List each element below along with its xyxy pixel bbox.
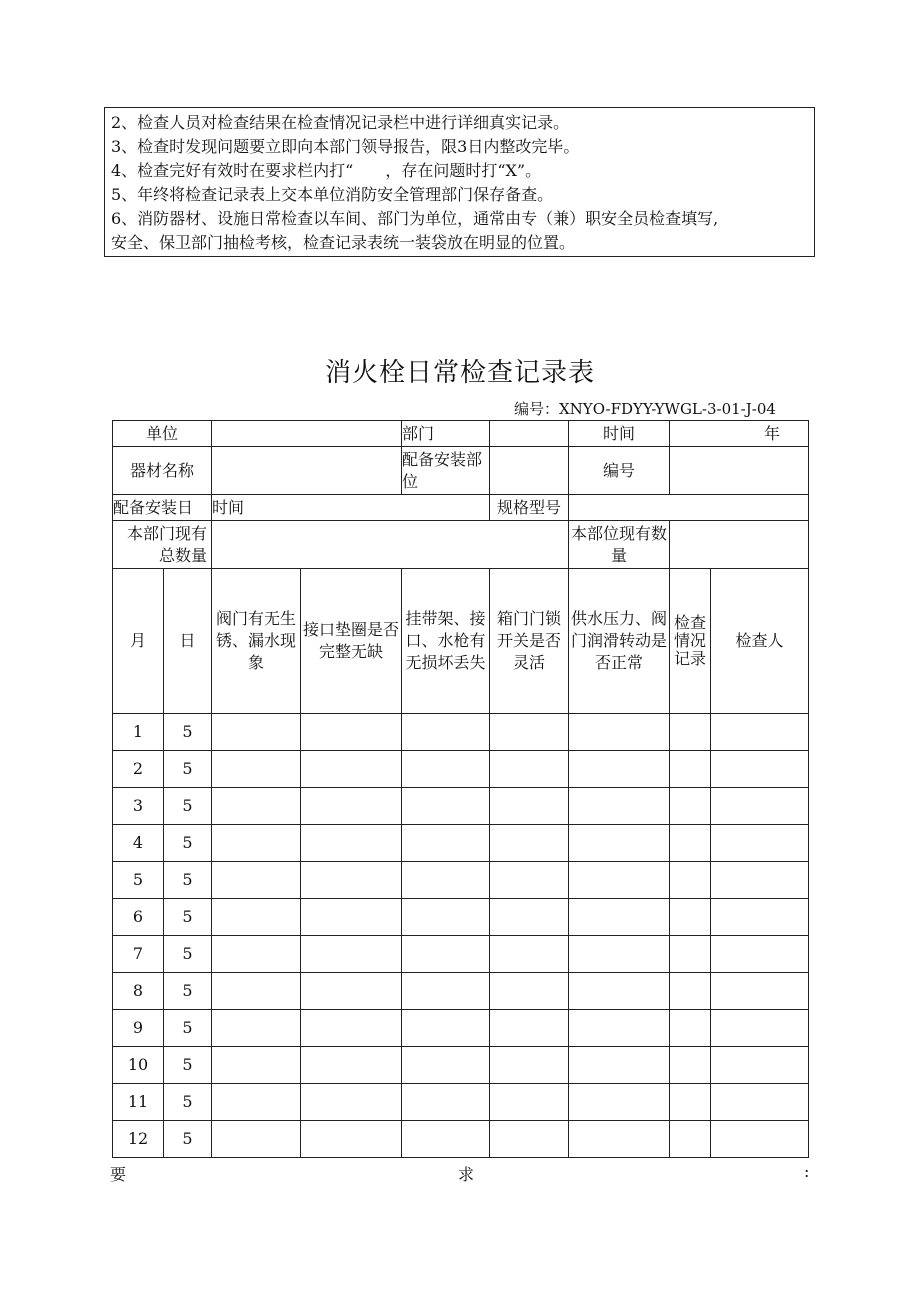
row-day: 5 bbox=[164, 751, 212, 788]
row-day: 5 bbox=[164, 1047, 212, 1084]
record-cell[interactable] bbox=[490, 936, 569, 973]
table-row bbox=[113, 714, 809, 751]
record-cell[interactable] bbox=[402, 788, 490, 825]
record-cell[interactable] bbox=[402, 1047, 490, 1084]
table-row bbox=[113, 899, 809, 936]
record-cell[interactable] bbox=[670, 788, 711, 825]
record-cell[interactable] bbox=[670, 1084, 711, 1121]
time-label: 时间 bbox=[569, 421, 670, 447]
row-month: 6 bbox=[113, 899, 164, 936]
record-cell[interactable] bbox=[569, 1010, 670, 1047]
table-row bbox=[113, 973, 809, 1010]
row-day: 5 bbox=[164, 936, 212, 973]
document-code: 编号：XNYO-FDYY-YWGL-3-01-J-04 bbox=[514, 400, 776, 418]
record-cell[interactable] bbox=[301, 788, 402, 825]
row-day: 5 bbox=[164, 714, 212, 751]
requirement-colon: : bbox=[804, 1162, 810, 1181]
record-cell[interactable] bbox=[711, 862, 809, 899]
record-cell[interactable] bbox=[301, 751, 402, 788]
record-cell[interactable] bbox=[670, 973, 711, 1010]
row-day: 5 bbox=[164, 973, 212, 1010]
record-cell[interactable] bbox=[212, 899, 301, 936]
record-cell[interactable] bbox=[490, 1121, 569, 1158]
spec-value[interactable] bbox=[569, 495, 809, 521]
dept-label: 部门 bbox=[402, 421, 490, 447]
record-cell[interactable] bbox=[301, 714, 402, 751]
record-cell[interactable] bbox=[402, 825, 490, 862]
table-row bbox=[113, 825, 809, 862]
record-cell[interactable] bbox=[569, 1084, 670, 1121]
record-cell[interactable] bbox=[212, 1047, 301, 1084]
row-month: 2 bbox=[113, 751, 164, 788]
location-qty-label: 本部位现有数量 bbox=[569, 521, 670, 569]
table-row bbox=[113, 862, 809, 899]
record-cell[interactable] bbox=[402, 751, 490, 788]
col-valve-rust: 阀门有无生锈、漏水现象 bbox=[212, 569, 301, 714]
number-value[interactable] bbox=[670, 447, 809, 495]
equipment-name-label: 器材名称 bbox=[113, 447, 212, 495]
row-month: 1 bbox=[113, 714, 164, 751]
col-water-pressure: 供水压力、阀门润滑转动是否正常 bbox=[569, 569, 670, 714]
number-label: 编号 bbox=[569, 447, 670, 495]
record-cell[interactable] bbox=[212, 973, 301, 1010]
record-cell[interactable] bbox=[301, 1121, 402, 1158]
row-month: 3 bbox=[113, 788, 164, 825]
record-cell[interactable] bbox=[490, 751, 569, 788]
row-month: 12 bbox=[113, 1121, 164, 1158]
table-row bbox=[113, 936, 809, 973]
record-cell[interactable] bbox=[490, 825, 569, 862]
col-door-lock: 箱门门锁开关是否灵活 bbox=[490, 569, 569, 714]
instruction-line: 安全、保卫部门抽检考核，检查记录表统一装袋放在明显的位置。 bbox=[111, 233, 576, 252]
record-cell[interactable] bbox=[670, 751, 711, 788]
row-month: 8 bbox=[113, 973, 164, 1010]
record-cell[interactable] bbox=[711, 825, 809, 862]
record-cell[interactable] bbox=[301, 936, 402, 973]
record-cell[interactable] bbox=[402, 936, 490, 973]
record-cell[interactable] bbox=[212, 788, 301, 825]
dept-total-value[interactable] bbox=[212, 521, 569, 569]
dept-value[interactable] bbox=[490, 421, 569, 447]
record-cell[interactable] bbox=[711, 936, 809, 973]
instruction-line: 5、年终将检查记录表上交本单位消防安全管理部门保存备查。 bbox=[111, 185, 554, 204]
year-label: 年 bbox=[670, 421, 809, 447]
equipment-name-value[interactable] bbox=[212, 447, 402, 495]
instruction-line: 3、检查时发现问题要立即向本部门领导报告，限3日内整改完毕。 bbox=[111, 137, 580, 156]
record-cell[interactable] bbox=[490, 899, 569, 936]
instruction-line: 2、检查人员对检查结果在检查情况记录栏中进行详细真实记录。 bbox=[111, 113, 570, 132]
record-cell[interactable] bbox=[301, 1010, 402, 1047]
row-day: 5 bbox=[164, 825, 212, 862]
instruction-line: 6、消防器材、设施日常检查以车间、部门为单位，通常由专（兼）职安全员检查填写, bbox=[111, 209, 719, 228]
record-cell[interactable] bbox=[490, 1047, 569, 1084]
record-cell[interactable] bbox=[490, 1084, 569, 1121]
record-cell[interactable] bbox=[301, 973, 402, 1010]
record-cell[interactable] bbox=[569, 899, 670, 936]
record-cell[interactable] bbox=[301, 1084, 402, 1121]
record-cell[interactable] bbox=[212, 936, 301, 973]
record-cell[interactable] bbox=[569, 1121, 670, 1158]
table-row bbox=[113, 751, 809, 788]
record-cell[interactable] bbox=[711, 1010, 809, 1047]
requirement-label-2: 求 bbox=[458, 1165, 475, 1184]
record-cell[interactable] bbox=[711, 1084, 809, 1121]
record-cell[interactable] bbox=[711, 714, 809, 751]
record-cell[interactable] bbox=[569, 751, 670, 788]
record-cell[interactable] bbox=[670, 714, 711, 751]
row-month: 5 bbox=[113, 862, 164, 899]
table-row bbox=[113, 1010, 809, 1047]
record-cell[interactable] bbox=[402, 714, 490, 751]
record-cell[interactable] bbox=[402, 899, 490, 936]
record-cell[interactable] bbox=[402, 973, 490, 1010]
install-location-label: 配备安装部位 bbox=[402, 447, 490, 495]
record-cell[interactable] bbox=[212, 714, 301, 751]
record-cell[interactable] bbox=[670, 1047, 711, 1084]
col-month: 月 bbox=[113, 569, 164, 714]
col-day: 日 bbox=[164, 569, 212, 714]
record-cell[interactable] bbox=[212, 751, 301, 788]
record-cell[interactable] bbox=[212, 862, 301, 899]
record-cell[interactable] bbox=[670, 1010, 711, 1047]
page-title: 消火栓日常检查记录表 bbox=[324, 358, 595, 388]
install-location-value[interactable] bbox=[490, 447, 569, 495]
record-cell[interactable] bbox=[301, 862, 402, 899]
record-cell[interactable] bbox=[569, 936, 670, 973]
row-day: 5 bbox=[164, 1010, 212, 1047]
unit-label: 单位 bbox=[113, 421, 212, 447]
record-cell[interactable] bbox=[212, 825, 301, 862]
record-cell[interactable] bbox=[569, 825, 670, 862]
record-cell[interactable] bbox=[711, 973, 809, 1010]
record-cell[interactable] bbox=[569, 973, 670, 1010]
table-row bbox=[113, 1121, 809, 1158]
location-qty-value[interactable] bbox=[670, 521, 809, 569]
record-cell[interactable] bbox=[301, 825, 402, 862]
row-month: 7 bbox=[113, 936, 164, 973]
table-row bbox=[113, 1084, 809, 1121]
record-cell[interactable] bbox=[212, 1084, 301, 1121]
record-cell[interactable] bbox=[569, 788, 670, 825]
record-cell[interactable] bbox=[670, 899, 711, 936]
spec-label: 规格型号 bbox=[490, 495, 569, 521]
time-label-2: 时间 bbox=[212, 497, 245, 517]
record-cell[interactable] bbox=[212, 1121, 301, 1158]
row-month: 9 bbox=[113, 1010, 164, 1047]
record-cell[interactable] bbox=[490, 714, 569, 751]
row-day: 5 bbox=[164, 1084, 212, 1121]
record-cell[interactable] bbox=[670, 1121, 711, 1158]
install-date-value[interactable] bbox=[212, 495, 490, 521]
record-cell[interactable] bbox=[569, 862, 670, 899]
row-day: 5 bbox=[164, 788, 212, 825]
record-cell[interactable] bbox=[490, 862, 569, 899]
record-cell[interactable] bbox=[711, 1047, 809, 1084]
record-cell[interactable] bbox=[670, 825, 711, 862]
row-day: 5 bbox=[164, 899, 212, 936]
instructions-box bbox=[104, 107, 815, 257]
record-cell[interactable] bbox=[301, 1047, 402, 1084]
row-month: 10 bbox=[113, 1047, 164, 1084]
record-cell[interactable] bbox=[490, 788, 569, 825]
col-inspection-record: 检查情况记录 bbox=[670, 569, 711, 714]
install-date-label: 配备安装日 bbox=[113, 495, 212, 521]
record-cell[interactable] bbox=[670, 862, 711, 899]
table-row bbox=[113, 1047, 809, 1084]
record-cell[interactable] bbox=[711, 1121, 809, 1158]
record-cell[interactable] bbox=[490, 973, 569, 1010]
col-hose-rack: 挂带架、接口、水枪有无损坏丢失 bbox=[402, 569, 490, 714]
col-gasket: 接口垫圈是否完整无缺 bbox=[301, 569, 402, 714]
record-cell[interactable] bbox=[711, 751, 809, 788]
record-cell[interactable] bbox=[402, 1084, 490, 1121]
dept-total-label: 本部门现有总数量 bbox=[113, 521, 212, 569]
record-cell[interactable] bbox=[212, 1010, 301, 1047]
record-cell[interactable] bbox=[569, 714, 670, 751]
instruction-line: 4、检查完好有效时在要求栏内打“ ，存在问题时打“X”。 bbox=[111, 161, 542, 180]
col-inspector: 检查人 bbox=[711, 569, 809, 714]
record-cell[interactable] bbox=[402, 862, 490, 899]
record-cell[interactable] bbox=[711, 899, 809, 936]
record-cell[interactable] bbox=[569, 1047, 670, 1084]
record-cell[interactable] bbox=[670, 936, 711, 973]
record-cell[interactable] bbox=[301, 899, 402, 936]
record-cell[interactable] bbox=[711, 788, 809, 825]
row-month: 11 bbox=[113, 1084, 164, 1121]
row-day: 5 bbox=[164, 862, 212, 899]
unit-value[interactable] bbox=[212, 421, 402, 447]
requirement-label-1: 要 bbox=[110, 1165, 127, 1184]
row-day: 5 bbox=[164, 1121, 212, 1158]
record-cell[interactable] bbox=[402, 1121, 490, 1158]
record-cell[interactable] bbox=[490, 1010, 569, 1047]
table-row bbox=[113, 788, 809, 825]
inspection-record-table bbox=[112, 420, 809, 1158]
record-cell[interactable] bbox=[402, 1010, 490, 1047]
row-month: 4 bbox=[113, 825, 164, 862]
